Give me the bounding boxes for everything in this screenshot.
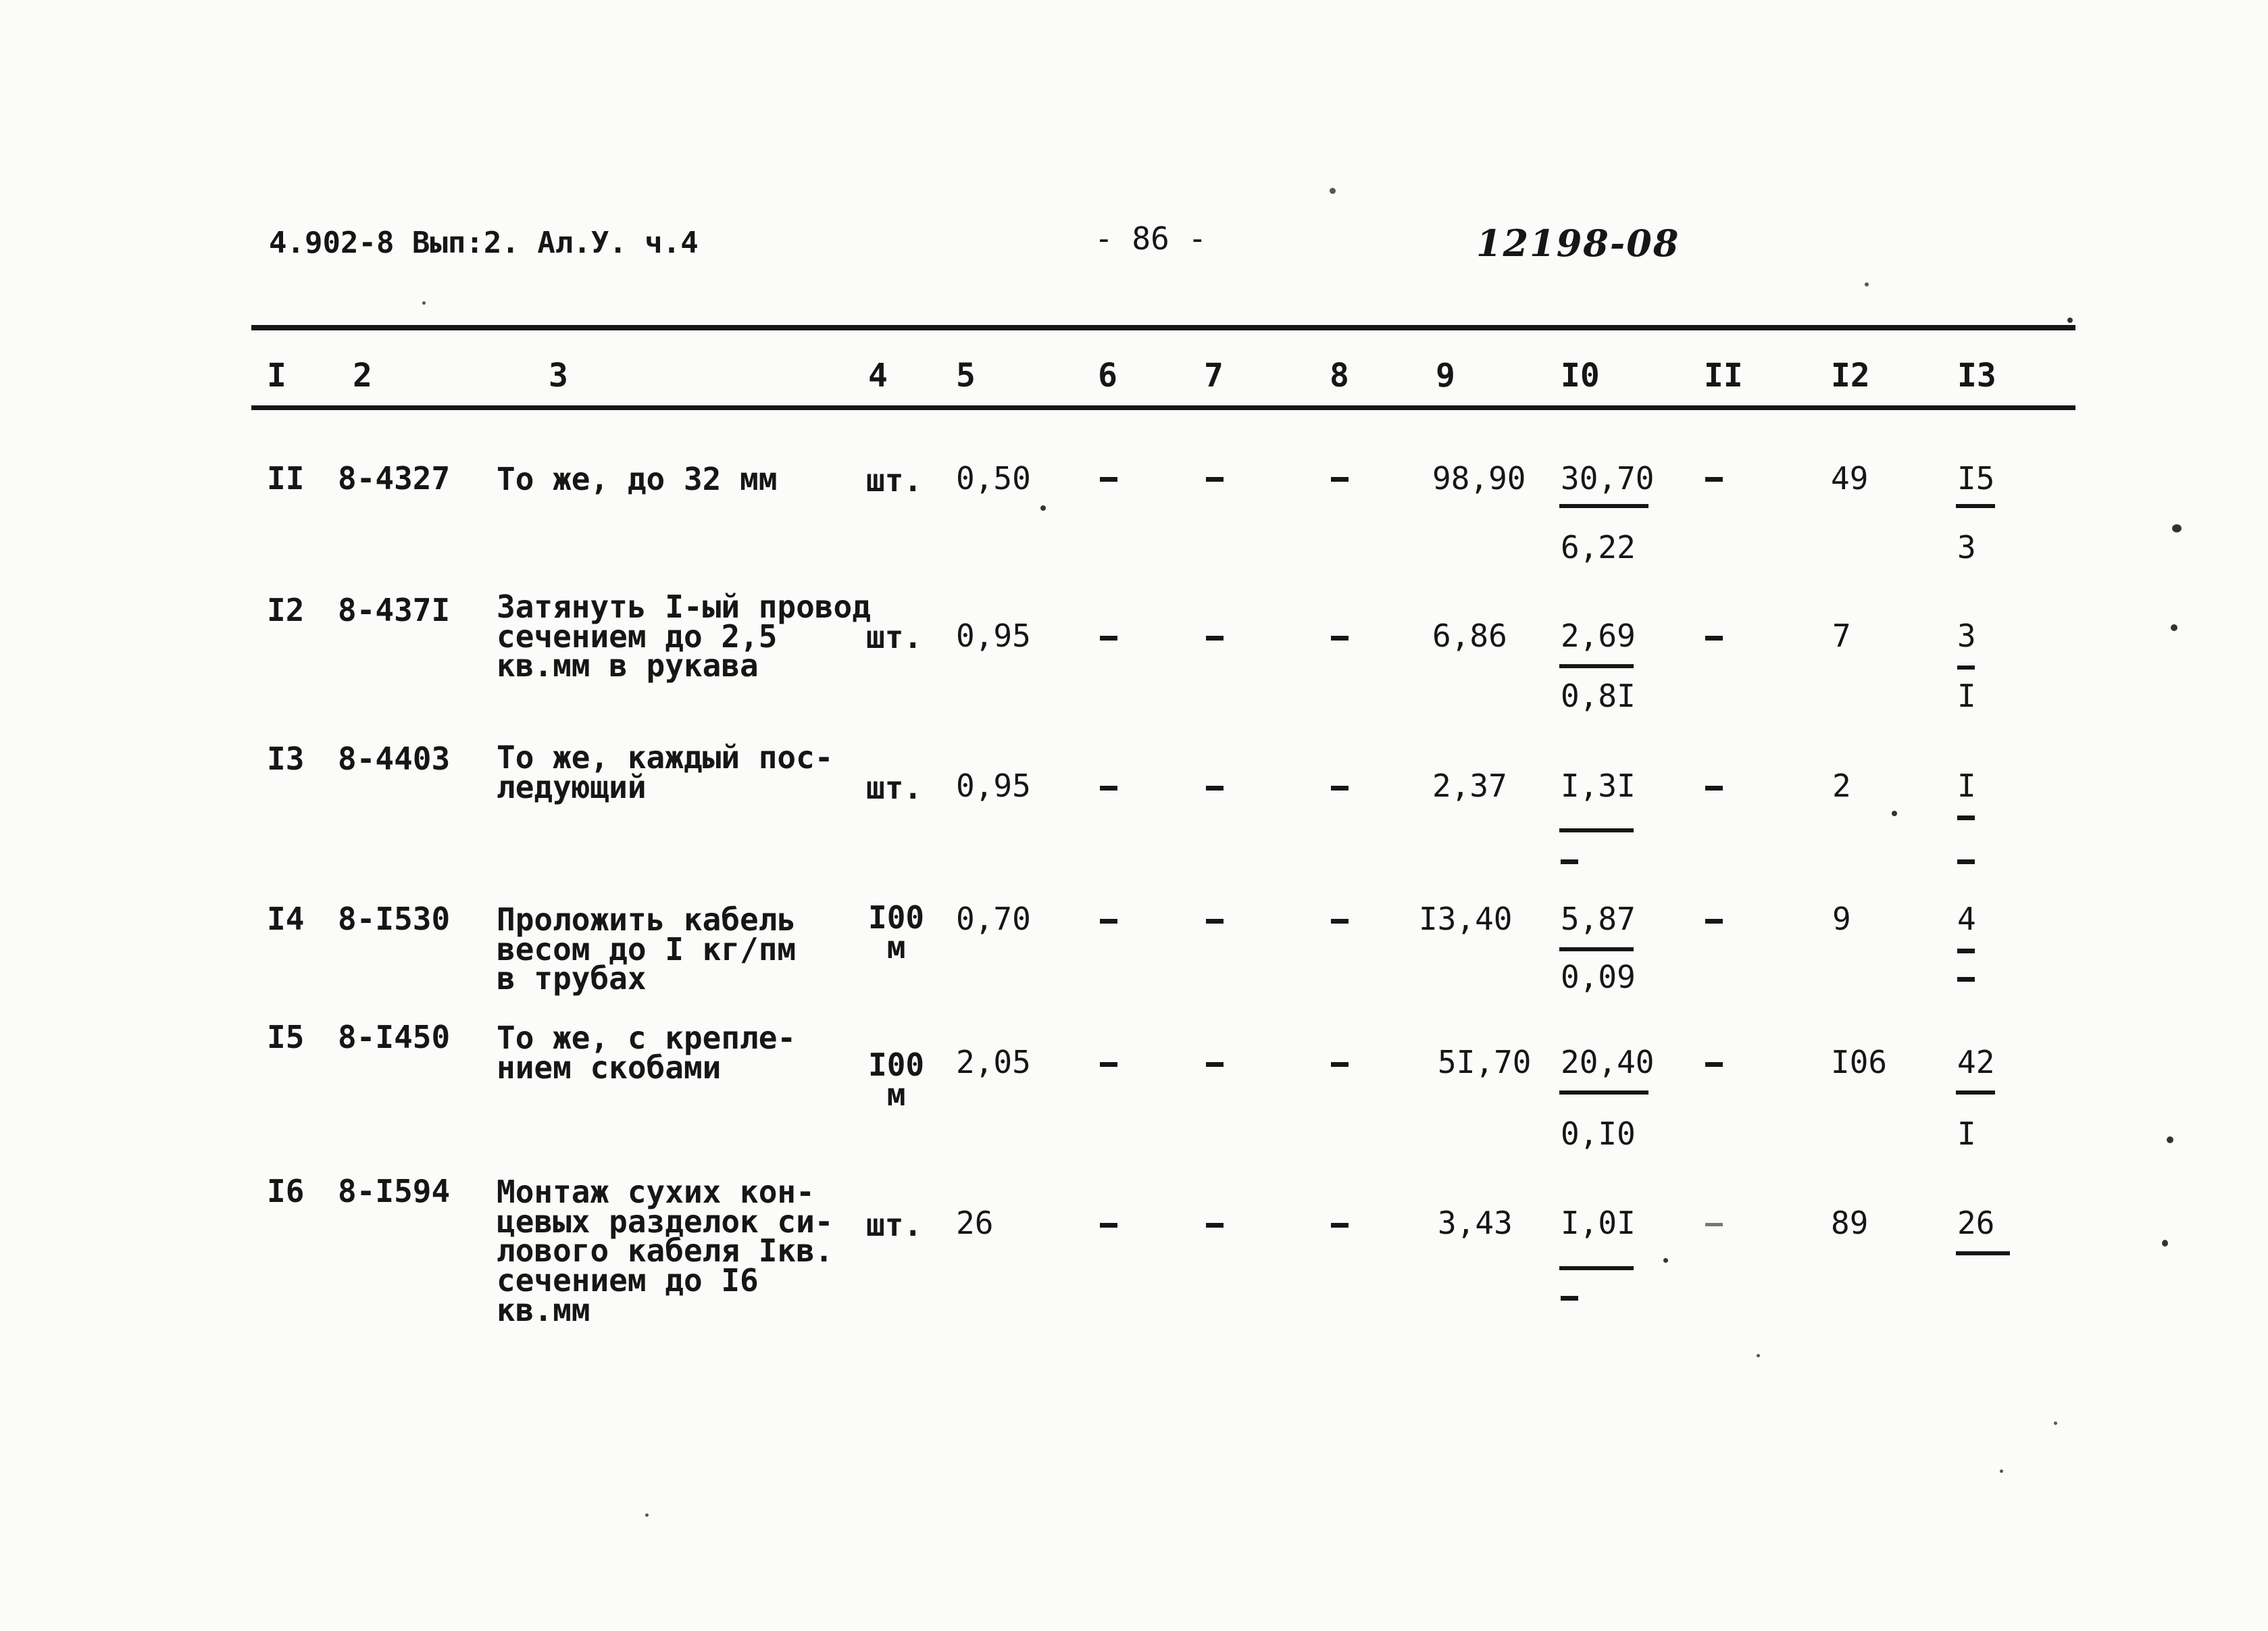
col8-dash [1331,636,1349,641]
scan-speck [1330,188,1336,194]
col13-top-value: 3 [1957,618,1976,654]
col-header-1: I [267,357,286,395]
col13-fraction-dash [1957,949,1975,953]
scan-speck [2167,1136,2173,1143]
col12-value: 9 [1832,901,1851,937]
document-reference: 4.902-8 Вып:2. Ал.У. ч.4 [269,226,699,260]
col10-top-value: 30,70 [1561,460,1655,497]
col13-bottom-value: I [1957,1115,1976,1152]
col6-dash [1100,919,1117,924]
handwritten-stamp: 12198-08 [1476,222,1680,265]
col12-value: 7 [1832,618,1851,654]
row-code: 8-I594 [338,1173,451,1209]
col13-bottom-value: I [1957,678,1976,714]
col6-dash [1100,477,1117,482]
header-bottom-rule [251,405,2075,410]
row-description: Монтаж сухих кон- цевых разделок си- лового кабеля Iкв. сечением до I6 кв.мм [497,1174,834,1328]
col8-dash [1331,919,1349,924]
table-top-rule [251,325,2075,330]
col7-dash [1206,919,1224,924]
col5-value: 2,05 [956,1044,1031,1080]
col10-bottom-value: 6,22 [1561,529,1636,566]
col-header-9: 9 [1436,357,1455,395]
row-unit: шт. [866,770,923,806]
col7-dash [1206,786,1224,791]
col6-dash [1100,636,1117,641]
col-header-10: I0 [1561,357,1600,395]
col9-value: 6,86 [1432,618,1507,654]
row-description: Затянуть I-ый провод сечением до 2,5 кв.мм в рукава [497,588,871,684]
col11-dash [1705,786,1723,791]
col12-value: 2 [1832,768,1851,804]
col5-value: 0,95 [956,768,1031,804]
col10-top-value: I,3I [1561,768,1636,804]
col-header-13: I3 [1957,357,1996,395]
scan-speck [1663,1258,1668,1263]
col10-fraction-bar [1559,828,1634,832]
col11-dash [1705,636,1723,641]
col13-fraction-dash [1957,816,1975,820]
row-unit: шт. [866,1207,923,1243]
col12-value: 49 [1831,460,1869,497]
col10-bottom-value: 0,09 [1561,959,1636,995]
col13-top-value: 42 [1957,1044,1995,1080]
col-header-6: 6 [1098,357,1117,395]
col6-dash [1100,1223,1117,1228]
row-code: 8-437I [338,592,451,628]
col9-value: I3,40 [1419,901,1513,937]
col6-dash [1100,786,1117,791]
row-number: I6 [267,1173,305,1209]
scan-speck [1757,1354,1760,1357]
row-code: 8-4327 [338,460,451,497]
col10-top-value: I,0I [1561,1205,1636,1241]
col5-value: 0,95 [956,618,1031,654]
scan-speck [422,301,426,305]
col10-bottom-value: 0,8I [1561,678,1636,714]
col8-dash [1331,1062,1349,1067]
col7-dash [1206,636,1224,641]
col13-top-value: 26 [1957,1205,1995,1241]
row-code: 8-4403 [338,741,451,777]
col-header-4: 4 [868,357,888,395]
row-description: Проложить кабель весом до I кг/пм в трубах [497,901,797,997]
col11-dash [1705,477,1723,482]
col13-top-value: 4 [1957,901,1976,937]
col9-value: 98,90 [1432,460,1526,497]
row-number: I4 [267,901,305,937]
col7-dash [1206,1062,1224,1067]
scan-speck [2054,1422,2057,1425]
col-header-2: 2 [353,357,372,395]
col-header-8: 8 [1330,357,1349,395]
col8-dash [1331,477,1349,482]
col5-value: 0,70 [956,901,1031,937]
col13-fraction-bar [1956,1090,1995,1095]
scan-speck [2171,624,2177,631]
col13-bottom-value: 3 [1957,529,1976,566]
col10-fraction-bar [1559,504,1648,508]
col10-top-value: 2,69 [1561,618,1636,654]
row-unit: I00 м [868,899,925,965]
page-number: - 86 - [1094,220,1207,257]
col-header-12: I2 [1831,357,1870,395]
col7-dash [1206,477,1224,482]
scan-speck [2172,524,2182,532]
col13-fraction-bar [1957,666,1975,670]
col-header-7: 7 [1204,357,1224,395]
col5-value: 0,50 [956,460,1031,497]
row-number: I5 [267,1019,305,1055]
scan-speck [1892,811,1897,816]
col13-fraction-bar [1956,1251,2010,1255]
col11-dash [1705,1062,1723,1067]
col10-bottom-dash [1561,859,1578,864]
row-description: То же, с крепле- нием скобами [497,1020,797,1086]
row-number: II [267,460,305,497]
col13-bottom-dash [1957,977,1975,982]
row-unit: I00 м [868,1047,925,1113]
col10-top-value: 20,40 [1561,1044,1655,1080]
row-description: То же, до 32 мм [497,461,778,497]
row-description: То же, каждый пос- ледующий [497,739,834,805]
col10-fraction-bar [1559,947,1634,951]
col11-dash [1705,1223,1723,1226]
scan-speck [2162,1240,2168,1247]
scan-speck [645,1513,649,1517]
scan-speck [1865,282,1869,286]
row-number: I3 [267,741,305,777]
col7-dash [1206,1223,1224,1228]
col10-fraction-bar [1559,664,1634,668]
col13-top-value: I5 [1957,460,1995,497]
scan-speck [2000,1470,2003,1473]
scan-speck [2067,318,2073,323]
col5-value: 26 [956,1205,994,1241]
col13-bottom-dash [1957,859,1975,864]
col8-dash [1331,1223,1349,1228]
col9-value: 2,37 [1432,768,1507,804]
col12-value: 89 [1831,1205,1869,1241]
col11-dash [1705,919,1723,924]
col10-bottom-value: 0,I0 [1561,1115,1636,1152]
row-unit: шт. [866,462,923,499]
col8-dash [1331,786,1349,791]
col-header-3: 3 [549,357,568,395]
col-header-5: 5 [956,357,976,395]
col10-top-value: 5,87 [1561,901,1636,937]
col10-bottom-dash [1561,1296,1578,1301]
row-number: I2 [267,592,305,628]
row-code: 8-I530 [338,901,451,937]
col10-fraction-bar [1559,1090,1648,1095]
col13-top-value: I [1957,768,1976,804]
col9-value: 5I,70 [1438,1044,1532,1080]
row-code: 8-I450 [338,1019,451,1055]
col6-dash [1100,1062,1117,1067]
col9-value: 3,43 [1438,1205,1513,1241]
col10-fraction-bar [1559,1266,1634,1270]
col12-value: I06 [1831,1044,1888,1080]
row-unit: шт. [866,619,923,655]
scan-speck [1040,505,1046,511]
col13-fraction-bar [1956,504,1995,508]
col-header-11: II [1704,357,1743,395]
